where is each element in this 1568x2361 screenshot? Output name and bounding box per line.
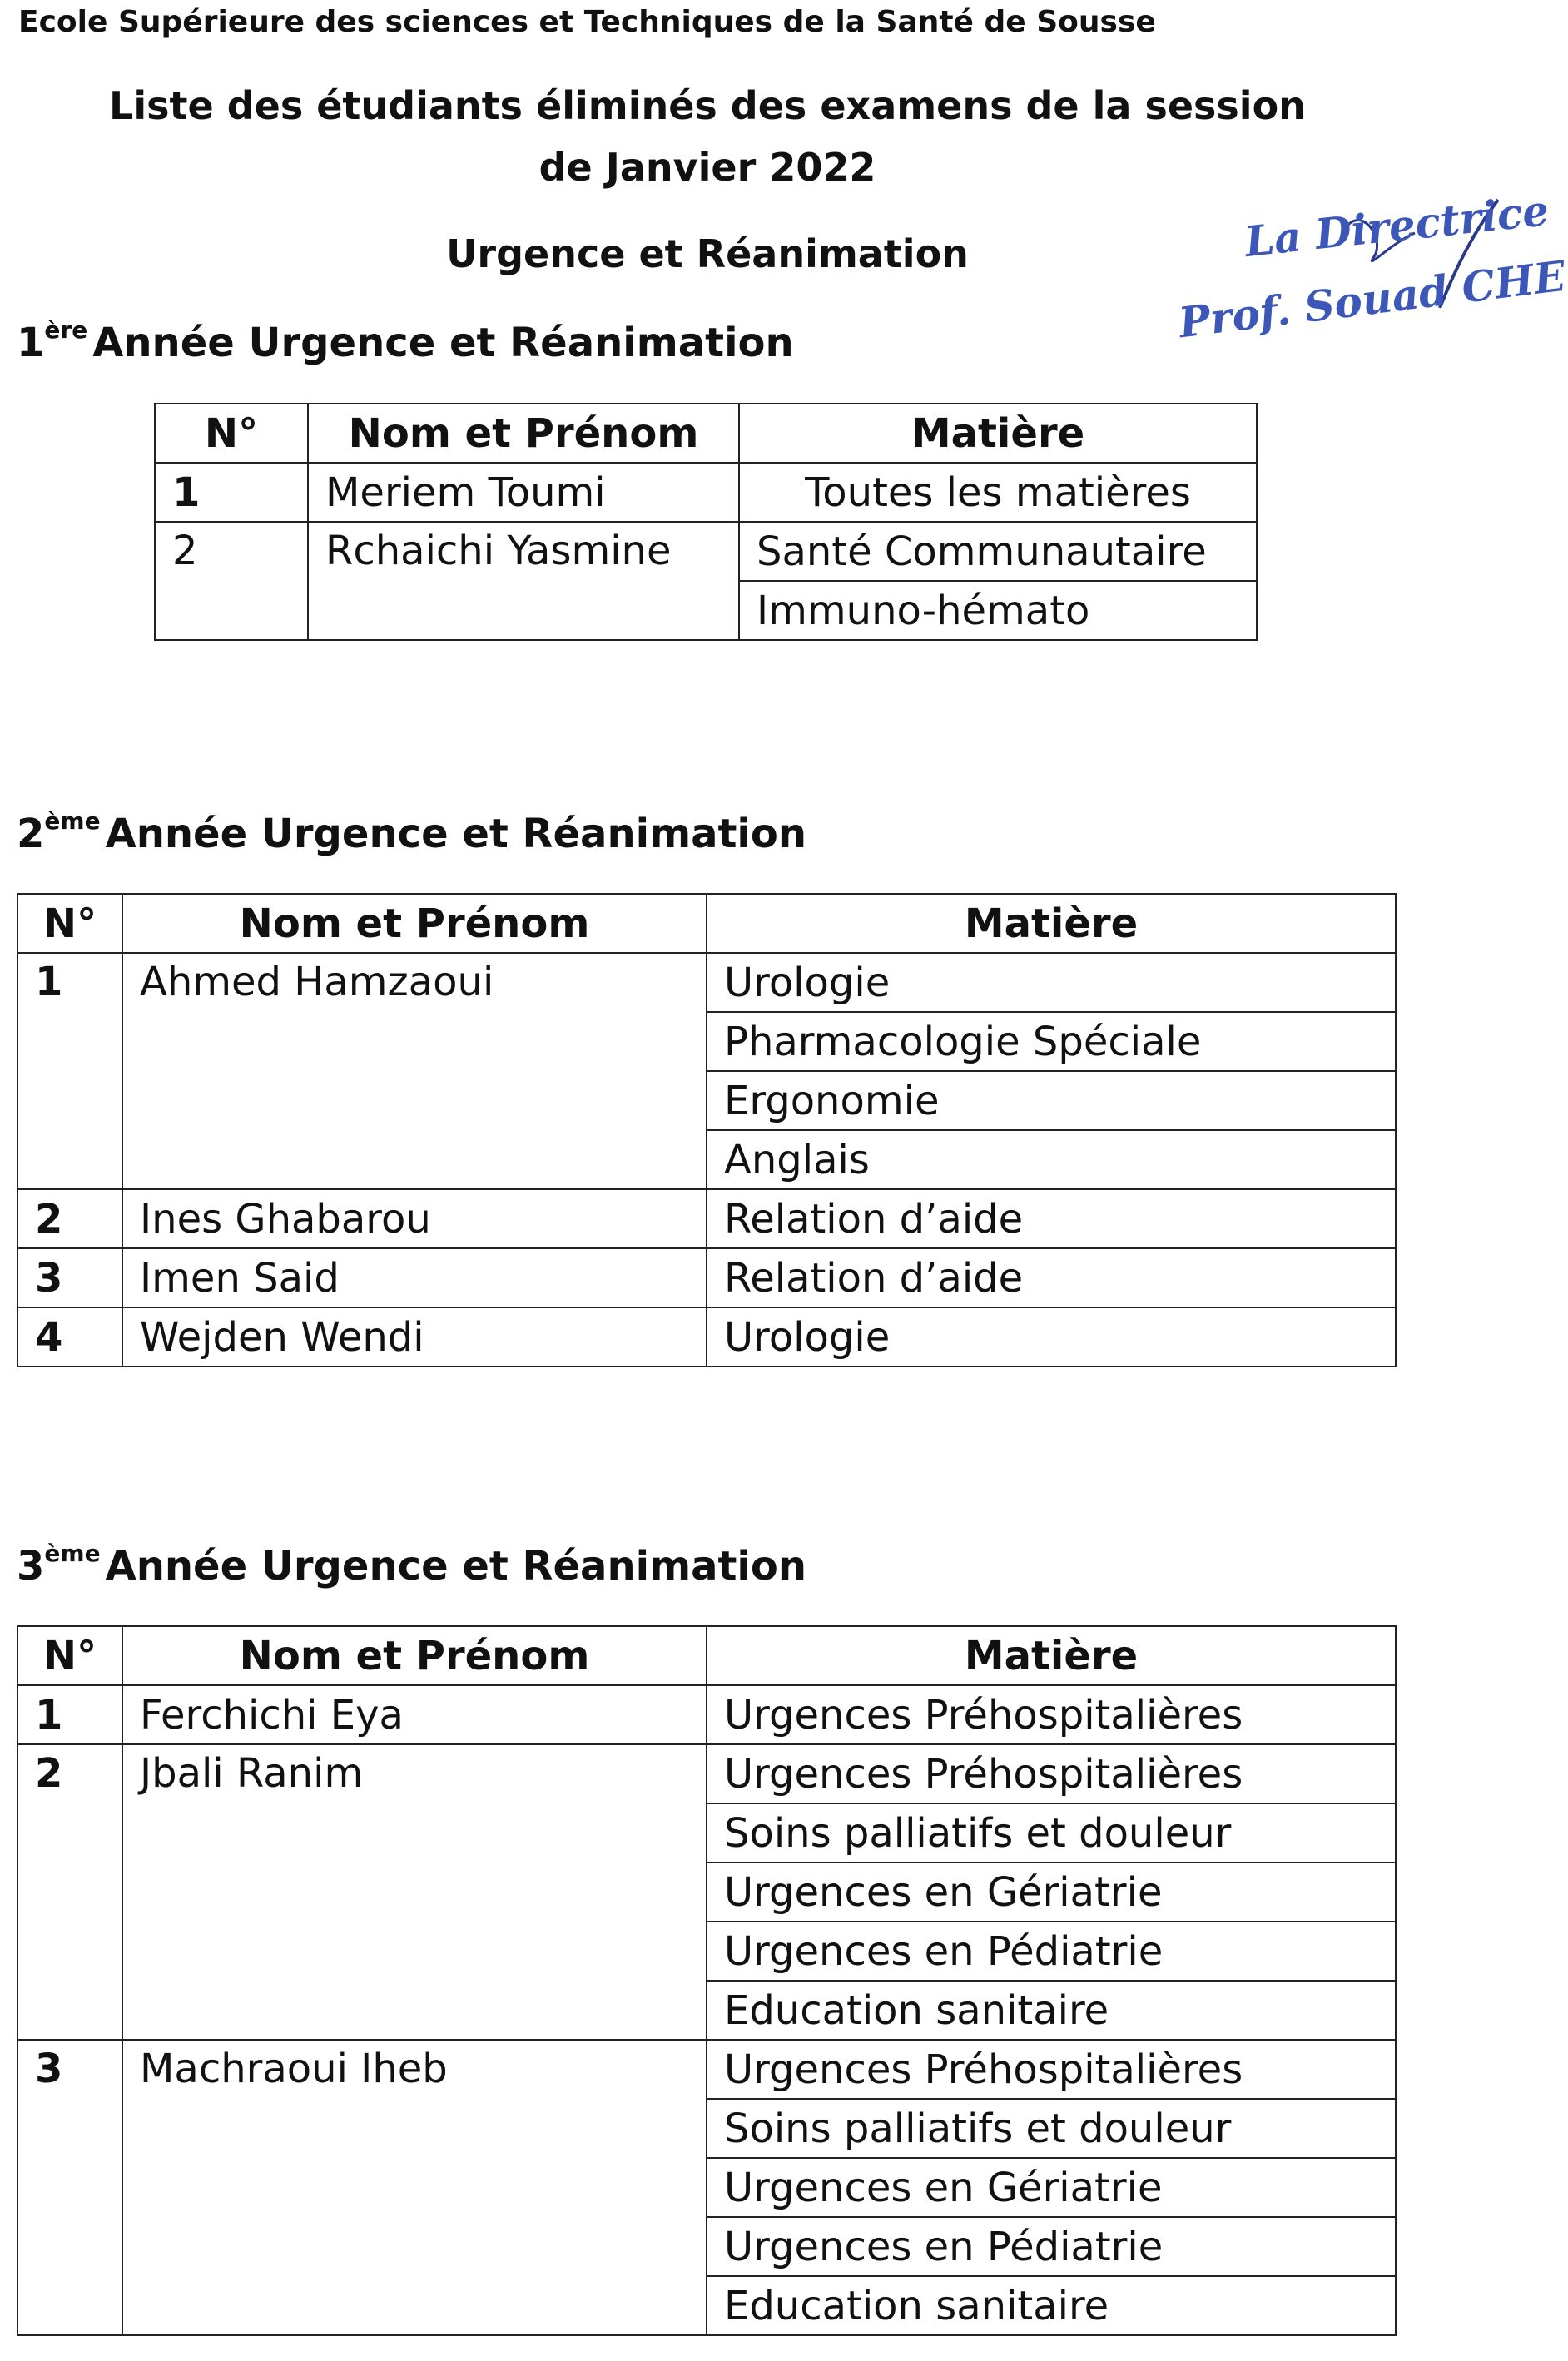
table-row	[17, 953, 1396, 1012]
col-header-subject: Matière	[707, 1626, 1396, 1685]
section-label: Année Urgence et Réanimation	[105, 811, 807, 857]
subject: Relation d’aide	[707, 1248, 1396, 1307]
col-header-subject: Matière	[707, 894, 1396, 953]
student-num: 2	[17, 1189, 122, 1248]
col-header-num: N°	[155, 404, 308, 463]
subject: Soins palliatifs et douleur	[707, 1803, 1396, 1863]
student-num: 2	[17, 1744, 122, 2040]
subject: Ergonomie	[707, 1071, 1396, 1130]
subject: Santé Communautaire	[739, 522, 1257, 581]
subject: Soins palliatifs et douleur	[707, 2099, 1396, 2158]
document-subtitle: Urgence et Réanimation	[446, 231, 969, 276]
col-header-num: N°	[17, 1626, 122, 1685]
table-row	[155, 522, 1257, 581]
section-label: Année Urgence et Réanimation	[92, 320, 794, 366]
table-row	[155, 463, 1257, 522]
section-heading-year1	[17, 316, 794, 366]
subject: Urgences Préhospitalières	[707, 2040, 1396, 2099]
subject: Urgences en Pédiatrie	[707, 1922, 1396, 1981]
col-header-num: N°	[17, 894, 122, 953]
subject: Education sanitaire	[707, 1981, 1396, 2040]
student-num: 1	[17, 1685, 122, 1744]
col-header-name: Nom et Prénom	[122, 894, 707, 953]
subject: Immuno-hémato	[739, 581, 1257, 640]
subject: Pharmacologie Spéciale	[707, 1012, 1396, 1071]
subject: Urgences en Pédiatrie	[707, 2217, 1396, 2276]
director-stamp	[1165, 186, 1568, 374]
table-year2	[17, 893, 1397, 1367]
table-row	[17, 1307, 1396, 1367]
year-ordinal: ème	[44, 807, 101, 835]
student-name: Ferchichi Eya	[122, 1685, 707, 1744]
student-name: Ahmed Hamzaoui	[122, 953, 707, 1189]
year-number: 3	[17, 1543, 45, 1590]
year-ordinal: ème	[44, 1540, 101, 1567]
student-name: Meriem Toumi	[308, 463, 739, 522]
student-num: 4	[17, 1307, 122, 1367]
subject: Anglais	[707, 1130, 1396, 1189]
section-heading-year2	[17, 807, 806, 857]
section-label: Année Urgence et Réanimation	[105, 1543, 807, 1590]
table-header-row	[17, 894, 1396, 953]
subject: Urgences Préhospitalières	[707, 1744, 1396, 1803]
school-name: Ecole Supérieure des sciences et Techniques de la Santé de Sousse	[18, 5, 1156, 39]
student-num: 1	[155, 463, 308, 522]
table-row	[17, 2040, 1396, 2099]
subject: Education sanitaire	[707, 2276, 1396, 2335]
student-name: Wejden Wendi	[122, 1307, 707, 1367]
col-header-name: Nom et Prénom	[308, 404, 739, 463]
student-num: 2	[155, 522, 308, 640]
student-name: Rchaichi Yasmine	[308, 522, 739, 640]
student-name: Imen Said	[122, 1248, 707, 1307]
student-name: Jbali Ranim	[122, 1744, 707, 2040]
student-name: Machraoui Iheb	[122, 2040, 707, 2335]
student-num: 3	[17, 1248, 122, 1307]
table-year1	[154, 403, 1258, 641]
year-number: 2	[17, 811, 45, 857]
year-number: 1	[17, 320, 45, 366]
table-header-row	[17, 1626, 1396, 1685]
student-num: 3	[17, 2040, 122, 2335]
table-row	[17, 1189, 1396, 1248]
subject: Urologie	[707, 953, 1396, 1012]
table-year3	[17, 1625, 1397, 2336]
subject: Relation d’aide	[707, 1189, 1396, 1248]
document-title-line1: Liste des étudiants éliminés des examens de la session	[109, 83, 1306, 128]
student-num: 1	[17, 953, 122, 1189]
stamp-line2: Prof. Souad CHE	[1176, 250, 1568, 348]
subject: Urgences Préhospitalières	[707, 1685, 1396, 1744]
stamp-line1: La Directrice	[1242, 186, 1551, 266]
table-row	[17, 1248, 1396, 1307]
table-header-row	[155, 404, 1257, 463]
section-heading-year3	[17, 1540, 806, 1590]
subject: Toutes les matières	[739, 463, 1257, 522]
subject: Urologie	[707, 1307, 1396, 1367]
year-ordinal: ère	[44, 316, 88, 344]
table-row	[17, 1685, 1396, 1744]
subject: Urgences en Gériatrie	[707, 1863, 1396, 1922]
subject: Urgences en Gériatrie	[707, 2158, 1396, 2217]
col-header-name: Nom et Prénom	[122, 1626, 707, 1685]
table-row	[17, 1744, 1396, 1803]
student-name: Ines Ghabarou	[122, 1189, 707, 1248]
col-header-subject: Matière	[739, 404, 1257, 463]
document-title-line2: de Janvier 2022	[538, 145, 876, 190]
